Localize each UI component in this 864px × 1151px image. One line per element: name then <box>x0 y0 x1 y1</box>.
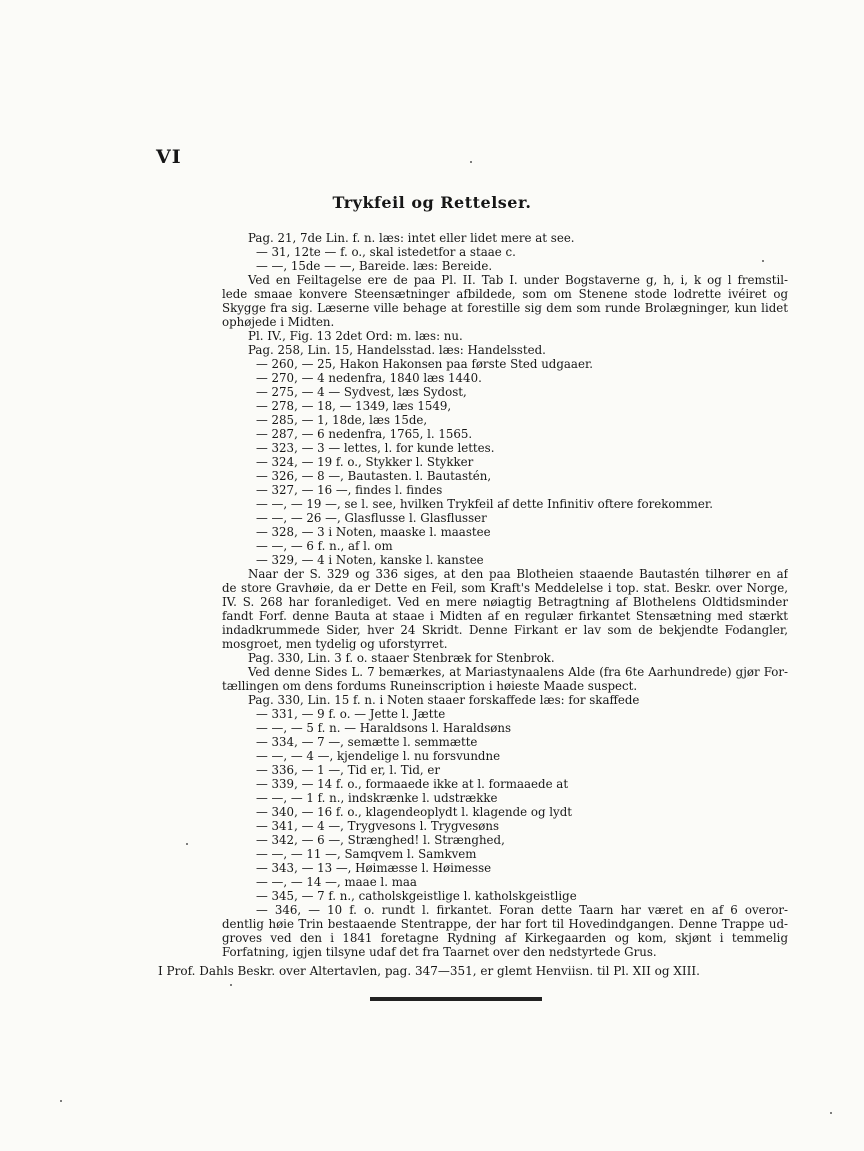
errata-line: — 285, — 1, 18de, læs 15de, <box>256 413 428 427</box>
errata-line: groves ved den i 1841 foretagne Rydning af Kirkegaarden og kom, skjønt i temmelig <box>222 931 788 945</box>
errata-line: — 343, — 13 —, Høimæsse l. Høimesse <box>256 861 492 875</box>
errata-line: Skygge fra sig. Læserne ville behage at forestille sig dem som runde Brolægninger, kun lidet <box>222 301 788 315</box>
errata-line: — —, — 19 —, se l. see, hvilken Trykfeil af dette Infinitiv oftere forekommer. <box>256 497 713 511</box>
errata-line: fandt Forf. denne Bauta at staae i Midten af en regulær firkantet Stensætning med stærkt <box>222 609 788 623</box>
errata-line: — —, — 1 f. n., indskrænke l. udstrække <box>256 791 498 805</box>
errata-line: — 31, 12te — f. o., skal istedetfor a staae c. <box>256 245 516 259</box>
page-speck <box>60 1100 62 1102</box>
page-speck <box>186 843 188 845</box>
page-speck <box>230 984 232 986</box>
errata-line: — 334, — 7 —, semætte l. semmætte <box>256 735 478 749</box>
errata-line: Pl. IV., Fig. 13 2det Ord: m. læs: nu. <box>248 329 463 343</box>
page-number: VI <box>156 146 182 168</box>
errata-line: — 331, — 9 f. o. — Jette l. Jætte <box>256 707 446 721</box>
errata-line: Pag. 330, Lin. 15 f. n. i Noten staaer forskaffede læs: for skaffede <box>248 693 640 707</box>
errata-list <box>222 231 788 959</box>
errata-line: — 326, — 8 —, Bautasten. l. Bautastén, <box>256 469 492 483</box>
errata-line: indadkrummede Sider, hver 24 Skridt. Denne Firkant er lav som de bekjendte Fodangler, <box>222 623 788 637</box>
errata-line: de store Gravhøie, da er Dette en Feil, som Kraft's Meddelelse i top. stat. Beskr. over Norge, <box>222 581 788 595</box>
errata-line: — 327, — 16 —, findes l. findes <box>256 483 443 497</box>
closing-rule <box>370 997 542 1001</box>
errata-line: Naar der S. 329 og 336 siges, at den paa Blotheien staaende Bautastén tilhører en af <box>248 567 788 581</box>
final-note: I Prof. Dahls Beskr. over Altertavlen, pag. 347—351, er glemt Henviisn. til Pl. XII og XIII. <box>158 964 700 978</box>
errata-line: — 328, — 3 i Noten, maaske l. maastee <box>256 525 491 539</box>
errata-line: — —, — 4 —, kjendelige l. nu forsvundne <box>256 749 501 763</box>
errata-line: — 339, — 14 f. o., formaaede ikke at l. formaaede at <box>256 777 569 791</box>
errata-line: mosgroet, men tydelig og uforstyrret. <box>222 637 448 651</box>
errata-line: — —, 15de — —, Bareide. læs: Bereide. <box>256 259 493 273</box>
errata-line: lede smaae konvere Steensætninger afbildede, som om Stenene stode lodrette ivéiret og <box>222 287 788 301</box>
errata-line: — 323, — 3 — lettes, l. for kunde lettes. <box>256 441 495 455</box>
errata-line: Ved denne Sides L. 7 bemærkes, at Mariastynaalens Alde (fra 6te Aarhundrede) gjør For- <box>248 665 788 679</box>
page-speck <box>470 161 472 163</box>
errata-line: dentlig høie Trin bestaaende Stentrappe, der har fort til Hovedindgangen. Denne Trappe ud- <box>222 917 788 931</box>
errata-line: Forfatning, igjen tilsyne udaf det fra Taarnet over den nedstyrtede Grus. <box>222 945 657 959</box>
errata-line: — —, — 11 —, Samqvem l. Samkvem <box>256 847 477 861</box>
errata-line: — 340, — 16 f. o., klagendeoplydt l. klagende og lydt <box>256 805 572 819</box>
errata-line: — 260, — 25, Hakon Hakonsen paa første Sted udgaaer. <box>256 357 594 371</box>
page-speck <box>762 260 764 262</box>
errata-line: Pag. 330, Lin. 3 f. o. staaer Stenbræk for Stenbrok. <box>248 651 555 665</box>
errata-line: Pag. 21, 7de Lin. f. n. læs: intet eller lidet mere at see. <box>248 231 575 245</box>
errata-line: — 324, — 19 f. o., Stykker l. Stykker <box>256 455 474 469</box>
errata-line: — 345, — 7 f. n., catholskgeistlige l. katholskgeistlige <box>256 889 577 903</box>
errata-line: — —, — 5 f. n. — Haraldsons l. Haraldsøns <box>256 721 512 735</box>
errata-line: ophøjede i Midten. <box>222 315 335 329</box>
errata-line: tællingen om dens fordums Runeinscription i høieste Maade suspect. <box>222 679 638 693</box>
page-title: Trykfeil og Rettelser. <box>332 193 532 212</box>
errata-line: — 275, — 4 — Sydvest, læs Sydost, <box>256 385 467 399</box>
errata-line: — 346, — 10 f. o. rundt l. firkantet. Foran dette Taarn har været en af 6 overor- <box>256 903 788 917</box>
errata-line: — 329, — 4 i Noten, kanske l. kanstee <box>256 553 484 567</box>
errata-line: — 341, — 4 —, Trygvesons l. Trygvesøns <box>256 819 500 833</box>
errata-line: — —, — 6 f. n., af l. om <box>256 539 393 553</box>
errata-line: — —, — 14 —, maae l. maa <box>256 875 417 889</box>
errata-line: — 342, — 6 —, Strænghed! l. Strænghed, <box>256 833 505 847</box>
errata-line: — 278, — 18, — 1349, læs 1549, <box>256 399 452 413</box>
errata-line: IV. S. 268 har foranlediget. Ved en mere nøiagtig Betragtning af Blothelens Oldtidsminder <box>222 595 788 609</box>
errata-line: — 287, — 6 nedenfra, 1765, l. 1565. <box>256 427 473 441</box>
errata-line: — 270, — 4 nedenfra, 1840 læs 1440. <box>256 371 482 385</box>
errata-line: Pag. 258, Lin. 15, Handelsstad. læs: Handelssted. <box>248 343 546 357</box>
page-speck <box>830 1112 832 1114</box>
errata-line: — 336, — 1 —, Tid er, l. Tid, er <box>256 763 441 777</box>
errata-line: — —, — 26 —, Glasflusse l. Glasflusser <box>256 511 487 525</box>
errata-line: Ved en Feiltagelse ere de paa Pl. II. Tab I. under Bogstaverne g, h, i, k og l fremstil- <box>248 273 788 287</box>
